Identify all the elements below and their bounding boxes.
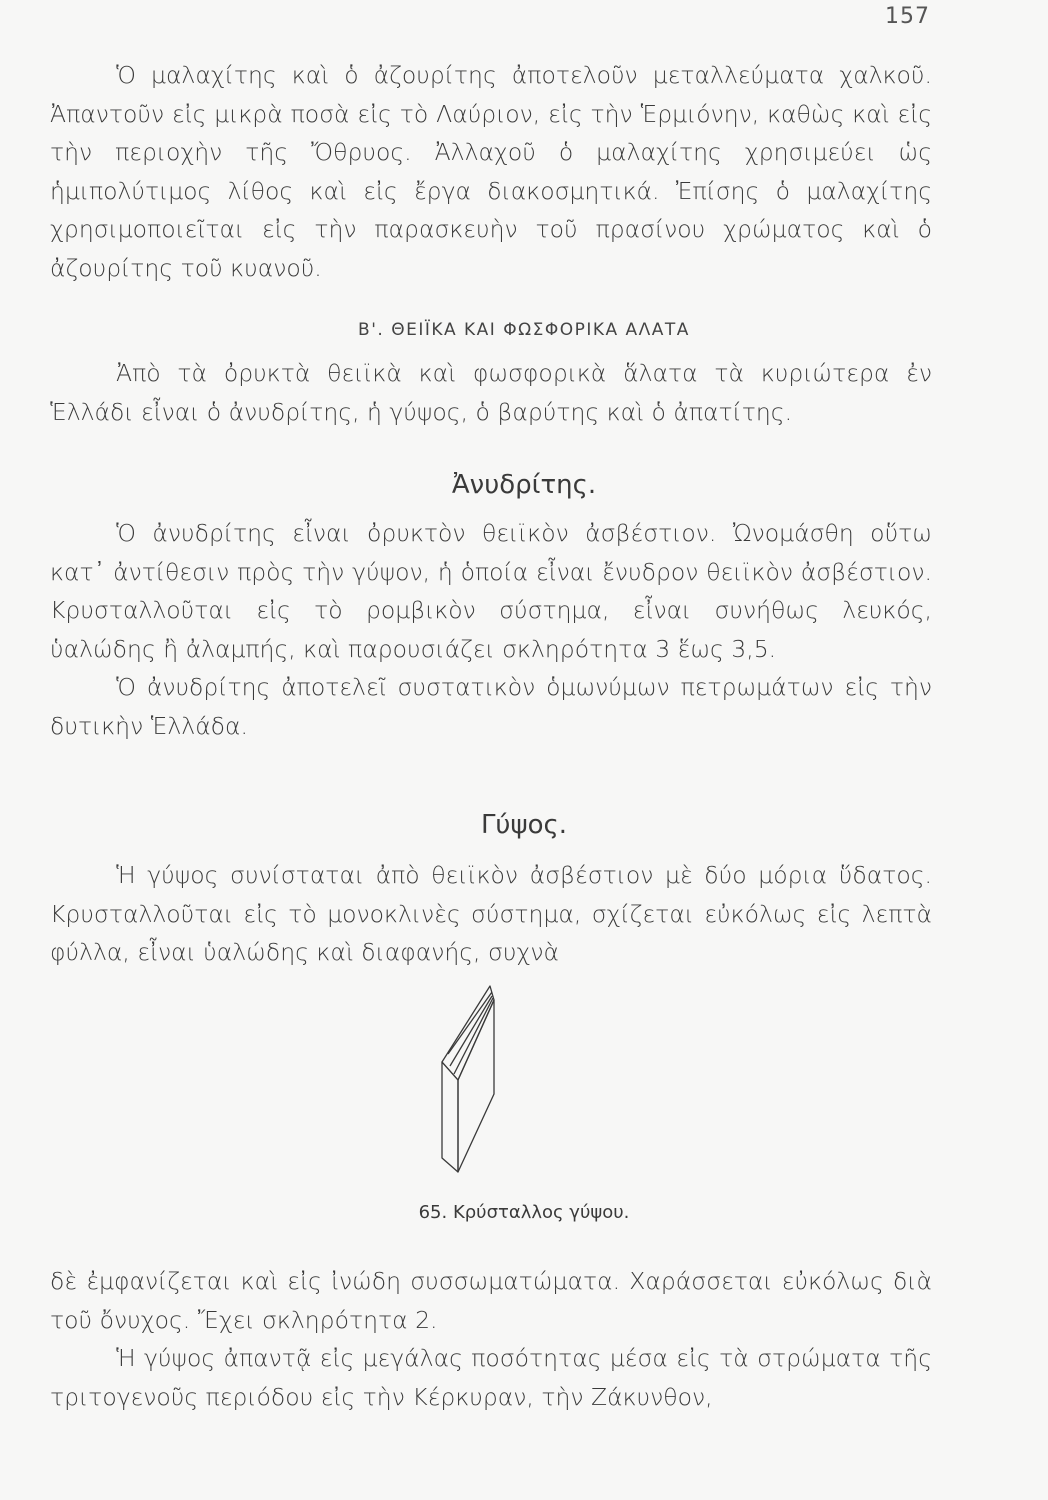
gypsum-text-bottom [50, 1262, 932, 1416]
gypsum-crystal-figure [430, 982, 550, 1182]
crystal-side-face [442, 1062, 458, 1172]
intro-text [50, 56, 932, 287]
gypsum-text-top [50, 856, 932, 972]
figure-caption: 65. Κρύσταλλος γύψου. [418, 1202, 630, 1223]
section-paragraph: Ἀπὸ τὰ ὀρυκτὰ θειϊκὰ καὶ φωσφορικὰ ἅλατα τὰ κυριώτερα ἐν Ἑλλάδι εἶναι ὁ ἀνυδρίτης, ἡ γύψος, ὁ βαρύτης καὶ ὁ ἀπατίτης. [50, 359, 932, 426]
gypsum-paragraph-3: Ἡ γύψος ἀπαντᾷ εἰς μεγάλας ποσότητας μέσα εἰς τὰ στρώματα τῆς τριτογενοῦς περιόδου εἰς τὴν Κέρκυραν, τὴν Ζάκυνθον, [50, 1344, 932, 1411]
gypsum-paragraph-2: δὲ ἐμφανίζεται καὶ εἰς ἰνώδη συσσωματώματα. Χαράσσεται εὐκόλως διὰ τοῦ ὄνυχος. Ἔχει σκληρότητα 2. [50, 1267, 932, 1334]
anhydrite-paragraph-1: Ὁ ἀνυδρίτης εἶναι ὀρυκτὸν θειϊκὸν ἀσβέστιον. Ὠνομάσθη οὕτω κατ᾽ ἀντίθεσιν πρὸς τὴν γύψον, ἡ ὁποία εἶναι ἔνυδρον θειϊκὸν ἀσβέστιον. Κρυσταλλοῦται εἰς τὸ ρομβικὸν σύστημα, εἶναι συνήθως λευκός, ὑαλώδης ἢ ἀλαμπής, καὶ παρουσιάζει σκληρότητα 3 ἕως 3,5. [50, 519, 932, 663]
gypsum-paragraph-1: Ἡ γύψος συνίσταται ἀπὸ θειϊκὸν ἀσβέστιον μὲ δύο μόρια ὕδατος. Κρυσταλλοῦται εἰς τὸ μονοκλινὲς σύστημα, σχίζεται εὐκόλως εἰς λεπτὰ φύλλα, εἶναι ὑαλώδης καὶ διαφανής, συχνὰ [50, 861, 932, 966]
gypsum-title: Γύψος. [480, 810, 568, 840]
crystal-front-face [458, 1000, 494, 1172]
section-text [50, 354, 932, 431]
page-number: 157 [885, 4, 930, 29]
anhydrite-text [50, 514, 932, 745]
anhydrite-paragraph-2: Ὁ ἀνυδρίτης ἀποτελεῖ συστατικὸν ὁμωνύμων πετρωμάτων εἰς τὴν δυτικὴν Ἑλλάδα. [50, 673, 932, 740]
intro-paragraph: Ὁ μαλαχίτης καὶ ὁ ἀζουρίτης ἀποτελοῦν μεταλλεύματα χαλκοῦ. Ἀπαντοῦν εἰς μικρὰ ποσὰ εἰς τὸ Λαύριον, εἰς τὴν Ἑρμιόνην, καθὼς καὶ εἰς τὴν περιοχὴν τῆς Ὄθρυος. Ἀλλαχοῦ ὁ μαλαχίτης χρησιμεύει ὡς ἡμιπολύτιμος λίθος καὶ εἰς ἔργα διακοσμητικά. Ἐπίσης ὁ μαλαχίτης χρησιμοποιεῖται εἰς τὴν παρασκευὴν τοῦ πρασίνου χρώματος καὶ ὁ ἀζουρίτης τοῦ κυανοῦ. [50, 61, 932, 282]
anhydrite-title: Ἀνυδρίτης. [451, 470, 597, 500]
section-heading: Β'. ΘΕΙΪΚΑ ΚΑΙ ΦΩΣΦΟΡΙΚΑ ΑΛΑΤΑ [358, 320, 690, 340]
